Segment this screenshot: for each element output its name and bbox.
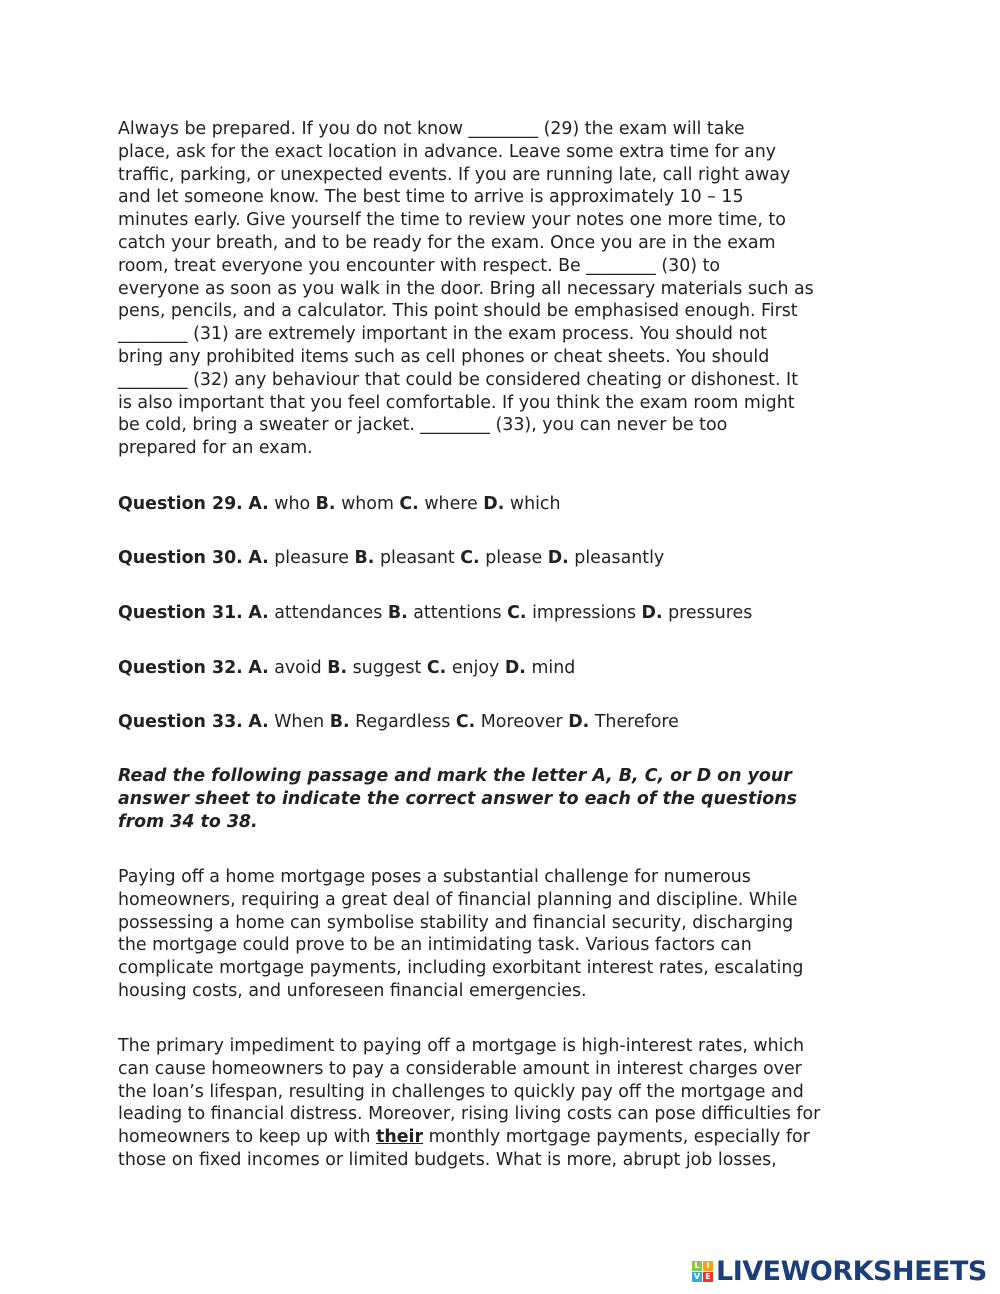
option-a[interactable]: who bbox=[274, 494, 311, 514]
passage-line: ________ (32) any behaviour that could be considered cheating or dishonest. It bbox=[118, 369, 799, 390]
option-d[interactable]: pressures bbox=[668, 603, 753, 623]
question-33 bbox=[118, 711, 679, 734]
passage-line: everyone as soon as you walk in the door. Bring all necessary materials such as bbox=[118, 278, 814, 299]
question-label: Question 32. bbox=[118, 658, 243, 678]
option-c[interactable]: enjoy bbox=[451, 658, 500, 678]
option-d[interactable]: Therefore bbox=[594, 712, 679, 732]
option-d[interactable]: pleasantly bbox=[574, 548, 665, 568]
option-c[interactable]: where bbox=[424, 494, 478, 514]
option-a[interactable]: avoid bbox=[274, 658, 322, 678]
option-letter: B. bbox=[354, 548, 375, 568]
passage-line: can cause homeowners to pay a considerable amount in interest charges over bbox=[118, 1058, 802, 1079]
text: homeowners to keep up with bbox=[118, 1127, 377, 1148]
passage-line: leading to financial distress. Moreover, rising living costs can pose difficulties for bbox=[118, 1104, 821, 1125]
passage-line: ________ (31) are extremely important in the exam process. You should not bbox=[118, 324, 767, 345]
question-30 bbox=[118, 547, 664, 570]
option-letter: B. bbox=[315, 494, 336, 514]
option-c[interactable]: Moreover bbox=[480, 712, 563, 732]
passage-line: The primary impediment to paying off a mortgage is high-interest rates, which bbox=[118, 1036, 805, 1056]
option-letter: C. bbox=[399, 494, 419, 514]
underlined-word: their bbox=[376, 1127, 424, 1148]
question-label: Question 33. bbox=[118, 712, 243, 732]
passage-line: possessing a home can symbolise stability and financial security, discharging bbox=[118, 912, 794, 933]
passage-line: those on fixed incomes or limited budgets. What is more, abrupt job losses, bbox=[118, 1149, 777, 1170]
passage-paragraph-1 bbox=[118, 118, 814, 460]
logo-cubes-icon bbox=[692, 1261, 713, 1282]
liveworksheets-logo bbox=[692, 1256, 987, 1287]
instruction bbox=[118, 765, 797, 833]
option-d[interactable]: which bbox=[509, 494, 561, 514]
question-31 bbox=[118, 602, 752, 625]
passage-line: minutes early. Give yourself the time to review your notes one more time, to bbox=[118, 210, 786, 231]
passage-line: place, ask for the exact location in advance. Leave some extra time for any bbox=[118, 141, 777, 162]
passage-line: catch your breath, and to be ready for the exam. Once you are in the exam bbox=[118, 232, 776, 253]
passage-line: bring any prohibited items such as cell phones or cheat sheets. You should bbox=[118, 346, 770, 367]
passage-line: traffic, parking, or unexpected events. If you are running late, call right away bbox=[118, 164, 791, 185]
option-a[interactable]: pleasure bbox=[274, 548, 350, 568]
option-letter: A. bbox=[248, 494, 269, 514]
passage-line: is also important that you feel comfortable. If you think the exam room might bbox=[118, 392, 795, 413]
question-label: Question 30. bbox=[118, 548, 243, 568]
instruction-line: Read the following passage and mark the letter A, B, C, or D on your bbox=[118, 766, 792, 786]
passage-line: and let someone know. The best time to arrive is approximately 10 – 15 bbox=[118, 187, 744, 208]
option-letter: C. bbox=[460, 548, 480, 568]
passage-line: Paying off a home mortgage poses a substantial challenge for numerous bbox=[118, 867, 751, 887]
logo-text: LIVEWORKSHEETS bbox=[716, 1256, 987, 1287]
option-b[interactable]: pleasant bbox=[379, 548, 455, 568]
logo-cube: L bbox=[692, 1261, 702, 1271]
question-32 bbox=[118, 657, 575, 680]
option-letter: D. bbox=[568, 712, 590, 732]
passage-line: housing costs, and unforeseen financial emergencies. bbox=[118, 980, 587, 1001]
option-a[interactable]: When bbox=[274, 712, 325, 732]
instruction-line: answer sheet to indicate the correct answer to each of the questions bbox=[118, 788, 797, 809]
passage-paragraph-3 bbox=[118, 1035, 820, 1172]
option-c[interactable]: please bbox=[485, 548, 543, 568]
text: monthly mortgage payments, especially for bbox=[423, 1127, 810, 1148]
passage-line: prepared for an exam. bbox=[118, 438, 313, 459]
passage-line: the loan’s lifespan, resulting in challenges to quickly pay off the mortgage and bbox=[118, 1081, 804, 1102]
option-letter: B. bbox=[327, 658, 348, 678]
option-c[interactable]: impressions bbox=[532, 603, 637, 623]
passage-line: room, treat everyone you encounter with respect. Be ________ (30) to bbox=[118, 255, 721, 276]
option-letter: B. bbox=[387, 603, 408, 623]
option-b[interactable]: whom bbox=[341, 494, 394, 514]
option-letter: D. bbox=[547, 548, 569, 568]
question-label: Question 29. bbox=[118, 494, 243, 514]
option-letter: D. bbox=[504, 658, 526, 678]
option-letter: A. bbox=[248, 603, 269, 623]
passage-line bbox=[118, 1126, 820, 1149]
option-b[interactable]: Regardless bbox=[355, 712, 451, 732]
passage-line: pens, pencils, and a calculator. This point should be emphasised enough. First bbox=[118, 301, 798, 322]
option-d[interactable]: mind bbox=[531, 658, 576, 678]
logo-cube: I bbox=[703, 1261, 713, 1271]
passage-line: Always be prepared. If you do not know ________ (29) the exam will take bbox=[118, 119, 745, 139]
option-letter: A. bbox=[248, 548, 269, 568]
passage-line: homeowners, requiring a great deal of financial planning and discipline. While bbox=[118, 889, 798, 910]
passage-paragraph-2 bbox=[118, 866, 803, 1003]
option-a[interactable]: attendances bbox=[274, 603, 383, 623]
option-b[interactable]: attentions bbox=[413, 603, 502, 623]
option-letter: C. bbox=[426, 658, 447, 678]
option-letter: B. bbox=[329, 712, 350, 732]
question-29 bbox=[118, 493, 561, 516]
instruction-line: from 34 to 38. bbox=[118, 811, 258, 832]
passage-line: be cold, bring a sweater or jacket. ________ (33), you can never be too bbox=[118, 415, 728, 436]
option-b[interactable]: suggest bbox=[352, 658, 422, 678]
option-letter: A. bbox=[248, 658, 269, 678]
option-letter: C. bbox=[507, 603, 527, 623]
question-label: Question 31. bbox=[118, 603, 243, 623]
option-letter: C. bbox=[455, 712, 476, 732]
logo-cube: E bbox=[703, 1272, 713, 1282]
option-letter: D. bbox=[483, 494, 505, 514]
option-letter: D. bbox=[641, 603, 663, 623]
logo-cube: V bbox=[693, 1272, 701, 1281]
option-letter: A. bbox=[248, 712, 269, 732]
passage-line: the mortgage could prove to be an intimidating task. Various factors can bbox=[118, 935, 752, 956]
passage-line: complicate mortgage payments, including exorbitant interest rates, escalating bbox=[118, 958, 804, 979]
